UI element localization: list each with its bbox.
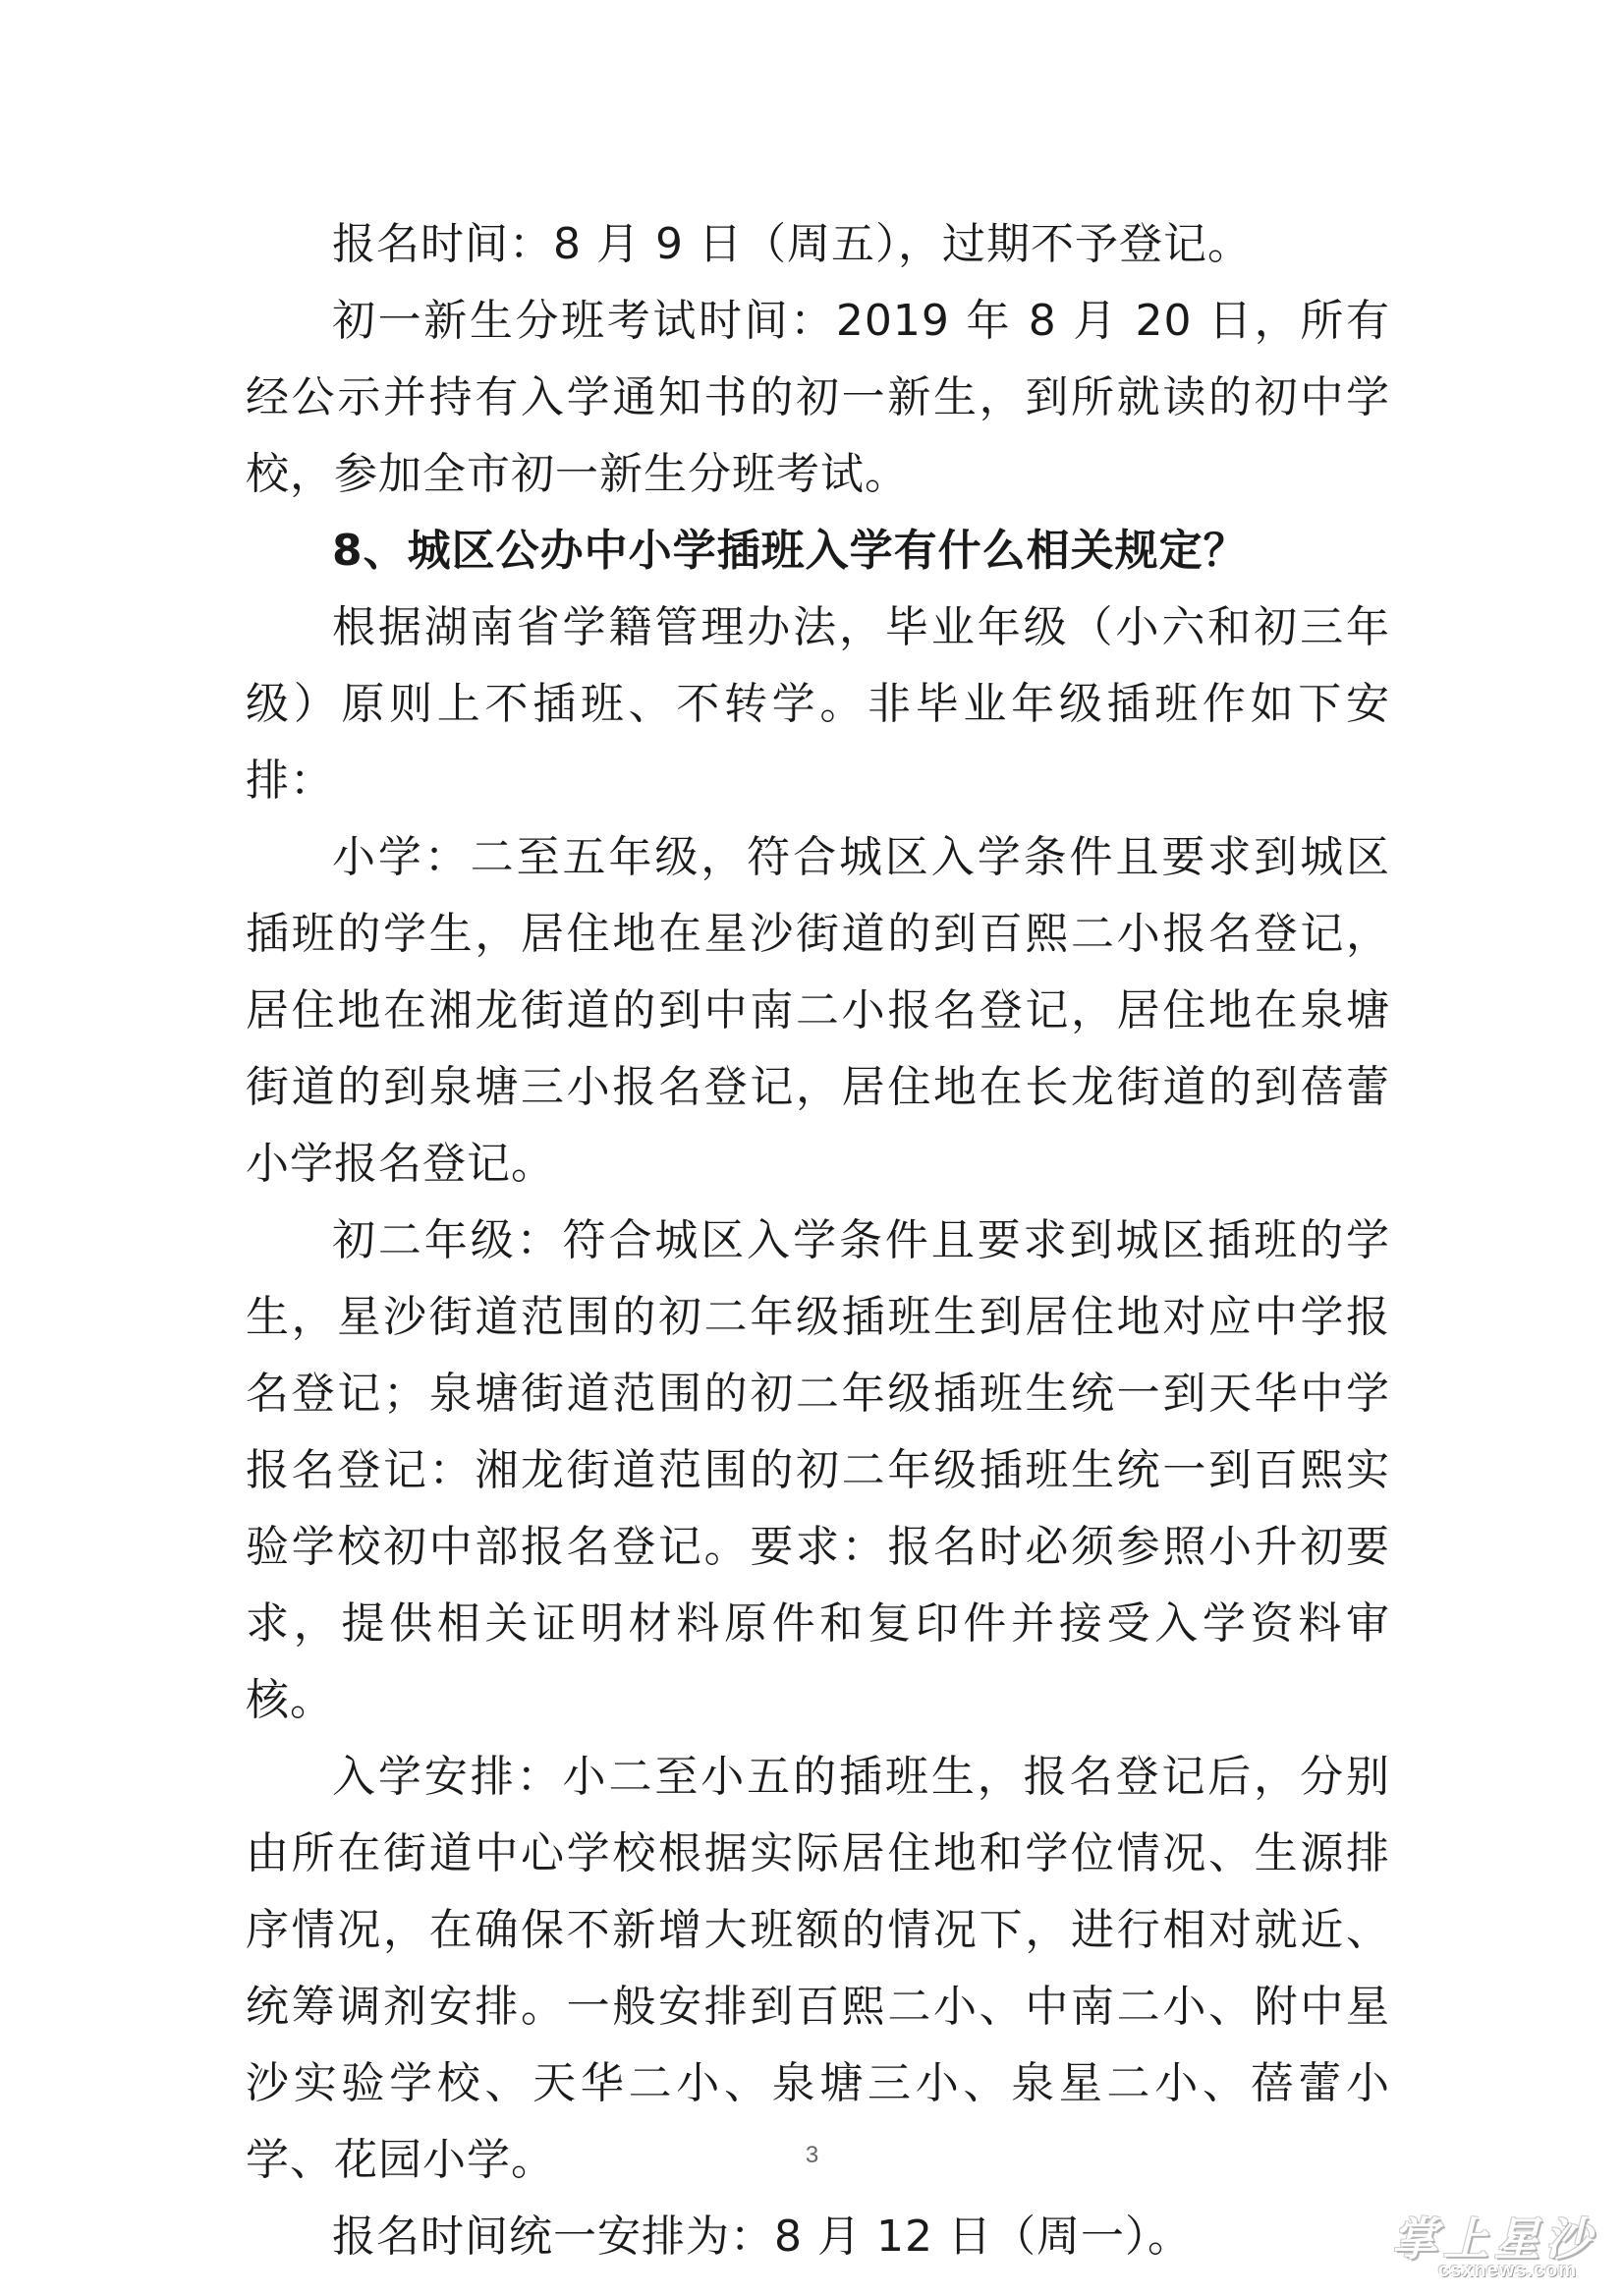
page-number: 3 <box>805 2142 819 2168</box>
paragraph-unified-registration-time: 报名时间统一安排为：8 月 12 日（周一）。 <box>332 2212 1192 2262</box>
paragraph-graduation-grades: 根据湖南省学籍管理办法，毕业年级（小六和初三年级）原则上不插班、不转学。非毕业年级插班作如下安排： <box>246 602 1390 806</box>
section-heading-transfer-rules: 8、城区公办中小学插班入学有什么相关规定？ <box>332 526 1248 576</box>
paragraph-grade-eight: 初二年级：符合城区入学条件且要求到城区插班的学生，星沙街道范围的初二年级插班生到居住地对应中学报名登记；泉塘街道范围的初二年级插班生统一到天华中学报名登记：湘龙街道范围的初二年级插班生统一到百熙实验学校初中部报名登记。要求：报名时必须参照小升初要求，提供相关证明材料原件和复印件并接受入学资料审核。 <box>246 1215 1390 1725</box>
paragraph-primary-school: 小学：二至五年级，符合城区入学条件且要求到城区插班的学生，居住地在星沙街道的到百熙二小报名登记，居住地在湘龙街道的到中南二小报名登记，居住地在泉塘街道的到泉塘三小报名登记，居住地在长龙街道的到蓓蕾小学报名登记。 <box>246 832 1390 1189</box>
paragraph-registration-time: 报名时间：8 月 9 日（周五），过期不予登记。 <box>332 219 1252 269</box>
watermark-brand: 掌上星沙 <box>1392 2212 1596 2266</box>
watermark-logo <box>1361 2204 1606 2282</box>
watermark-url: csxnews.com <box>1437 2260 1577 2281</box>
paragraph-placement-exam: 初一新生分班考试时间：2019 年 8 月 20 日，所有经公示并持有入学通知书的初一新生，到所就读的初中学校，参加全市初一新生分班考试。 <box>246 296 1390 499</box>
paragraph-enrollment-arrangement: 入学安排：小二至小五的插班生，报名登记后，分别由所在街道中心学校根据实际居住地和学位情况、生源排序情况，在确保不新增大班额的情况下，进行相对就近、统筹调剂安排。一般安排到百熙二小、中南二小、附中星沙实验学校、天华二小、泉塘三小、泉星二小、蓓蕾小学、花园小学。 <box>246 1752 1390 2185</box>
document-body <box>246 206 1390 2275</box>
